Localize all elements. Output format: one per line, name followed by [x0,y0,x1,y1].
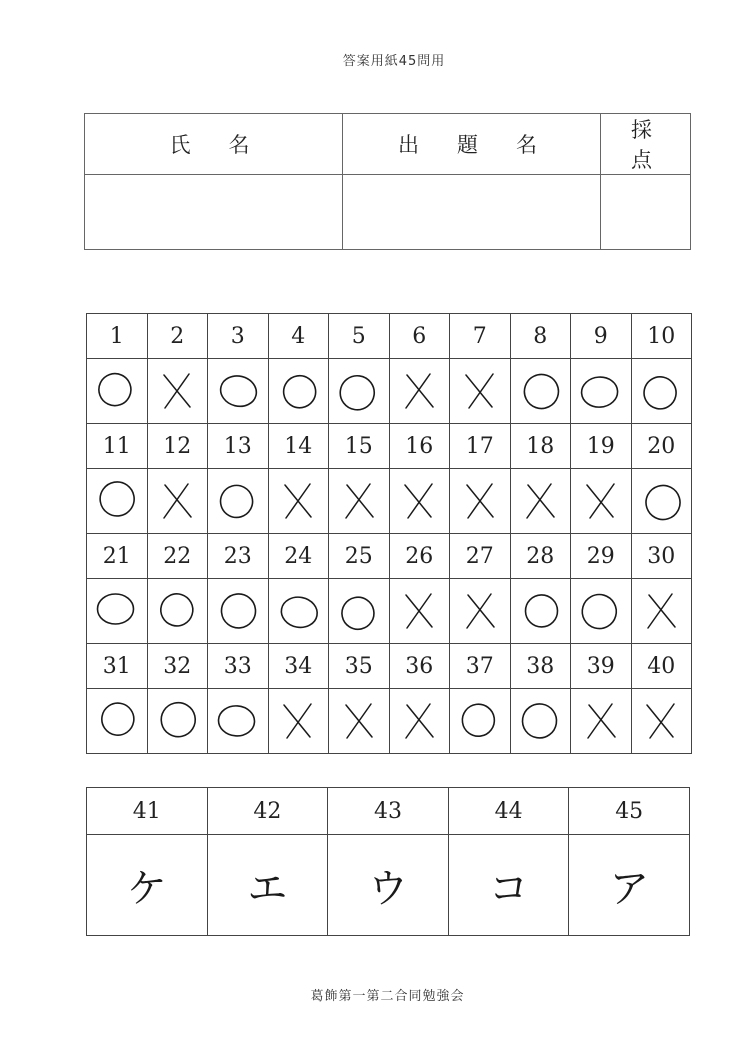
mark-table [86,313,692,754]
answer-cell[interactable] [87,689,148,754]
question-number: 37 [450,644,511,689]
question-number: 17 [450,424,511,469]
cross-mark-icon [455,586,505,636]
question-number: 27 [450,534,511,579]
question-number: 14 [268,424,329,469]
circle-mark-icon [273,366,323,416]
circle-mark-icon [334,366,384,416]
question-number: 32 [147,644,208,689]
question-number: 38 [510,644,571,689]
score-field[interactable] [601,175,691,250]
question-number: 18 [510,424,571,469]
answer-cell[interactable] [510,469,571,534]
question-number: 40 [631,644,692,689]
answer-cell[interactable] [631,359,692,424]
cross-mark-icon [152,366,202,416]
answer-cell[interactable] [389,469,450,534]
question-number: 12 [147,424,208,469]
answer-cell[interactable] [389,359,450,424]
answer-cell[interactable] [631,689,692,754]
answer-cell[interactable] [87,469,148,534]
kana-answer-cell[interactable]: ア [569,835,690,936]
question-number: 16 [389,424,450,469]
question-number: 43 [328,788,449,835]
question-number: 36 [389,644,450,689]
exam-name-header: 出題名 [343,114,601,175]
answer-cell[interactable] [208,579,269,644]
circle-mark-icon [455,696,505,746]
circle-mark-icon [273,586,323,636]
answer-cell[interactable] [147,359,208,424]
answer-cell[interactable] [208,469,269,534]
cross-mark-icon [455,476,505,526]
question-number: 3 [208,314,269,359]
answer-cell[interactable] [329,689,390,754]
name-field[interactable] [85,175,343,250]
circle-mark-icon [213,476,263,526]
circle-mark-icon [576,366,626,416]
circle-mark-icon [636,366,686,416]
cross-mark-icon [636,586,686,636]
answer-cell[interactable] [631,579,692,644]
question-number: 44 [448,788,569,835]
answer-cell[interactable] [147,579,208,644]
answer-cell[interactable] [571,579,632,644]
question-number: 2 [147,314,208,359]
circle-mark-icon [152,696,202,746]
footer-organizer: 葛飾第一第二合同勉強会 [310,989,465,1004]
answer-cell[interactable] [268,359,329,424]
question-number: 21 [87,534,148,579]
question-number: 34 [268,644,329,689]
question-number: 29 [571,534,632,579]
question-number: 9 [571,314,632,359]
kana-answer-cell[interactable]: ケ [87,835,208,936]
answer-cell[interactable] [268,579,329,644]
cross-mark-icon [394,366,444,416]
question-number: 20 [631,424,692,469]
question-number: 45 [569,788,690,835]
answer-cell[interactable] [631,469,692,534]
question-number: 33 [208,644,269,689]
question-number: 39 [571,644,632,689]
answer-cell[interactable] [450,469,511,534]
cross-mark-icon [394,476,444,526]
answer-cell[interactable] [571,689,632,754]
cross-mark-icon [576,476,626,526]
score-header: 採点 [601,114,691,175]
question-number: 5 [329,314,390,359]
answer-cell[interactable] [87,579,148,644]
question-number: 19 [571,424,632,469]
circle-mark-icon [515,366,565,416]
cross-mark-icon [273,476,323,526]
cross-mark-icon [394,696,444,746]
question-number: 31 [87,644,148,689]
answer-cell[interactable] [389,579,450,644]
question-number: 35 [329,644,390,689]
answer-cell[interactable] [450,579,511,644]
question-number: 42 [207,788,328,835]
answer-cell[interactable] [510,689,571,754]
answer-cell[interactable] [450,359,511,424]
page-title: 答案用紙45問用 [342,54,446,69]
answer-cell[interactable] [510,359,571,424]
circle-mark-icon [213,366,263,416]
question-number: 11 [87,424,148,469]
question-number: 22 [147,534,208,579]
question-number: 30 [631,534,692,579]
question-number: 4 [268,314,329,359]
circle-mark-icon [576,586,626,636]
answer-cell[interactable] [571,359,632,424]
question-number: 28 [510,534,571,579]
question-number: 1 [87,314,148,359]
answer-cell[interactable] [268,689,329,754]
circle-mark-icon [92,586,142,636]
answer-cell[interactable] [87,359,148,424]
circle-mark-icon [636,476,686,526]
info-table [84,113,691,250]
circle-mark-icon [515,586,565,636]
cross-mark-icon [394,586,444,636]
answer-cell[interactable] [208,689,269,754]
answer-cell[interactable] [571,469,632,534]
answer-cell[interactable] [147,689,208,754]
kana-answer-cell[interactable]: エ [207,835,328,936]
cross-mark-icon [455,366,505,416]
question-number: 15 [329,424,390,469]
answer-cell[interactable] [147,469,208,534]
question-number: 10 [631,314,692,359]
question-number: 41 [87,788,208,835]
answer-cell[interactable] [208,359,269,424]
answer-cell[interactable] [329,359,390,424]
circle-mark-icon [92,476,142,526]
cross-mark-icon [152,476,202,526]
answer-cell[interactable] [268,469,329,534]
cross-mark-icon [273,696,323,746]
answer-cell[interactable] [329,579,390,644]
question-number: 13 [208,424,269,469]
cross-mark-icon [334,476,384,526]
circle-mark-icon [334,586,384,636]
circle-mark-icon [213,696,263,746]
question-number: 23 [208,534,269,579]
answer-cell[interactable] [510,579,571,644]
cross-mark-icon [334,696,384,746]
cross-mark-icon [515,476,565,526]
question-number: 26 [389,534,450,579]
circle-mark-icon [92,366,142,416]
cross-mark-icon [576,696,626,746]
kana-answer-table [86,787,690,936]
circle-mark-icon [92,696,142,746]
question-number: 25 [329,534,390,579]
answer-cell[interactable] [329,469,390,534]
answer-cell[interactable] [389,689,450,754]
question-number: 7 [450,314,511,359]
circle-mark-icon [152,586,202,636]
exam-name-field[interactable] [343,175,601,250]
question-number: 8 [510,314,571,359]
name-header: 氏名 [85,114,343,175]
answer-cell[interactable] [450,689,511,754]
question-number: 24 [268,534,329,579]
circle-mark-icon [213,586,263,636]
circle-mark-icon [515,696,565,746]
question-number: 6 [389,314,450,359]
cross-mark-icon [636,696,686,746]
kana-answer-cell[interactable]: ウ [328,835,449,936]
kana-answer-cell[interactable]: コ [448,835,569,936]
